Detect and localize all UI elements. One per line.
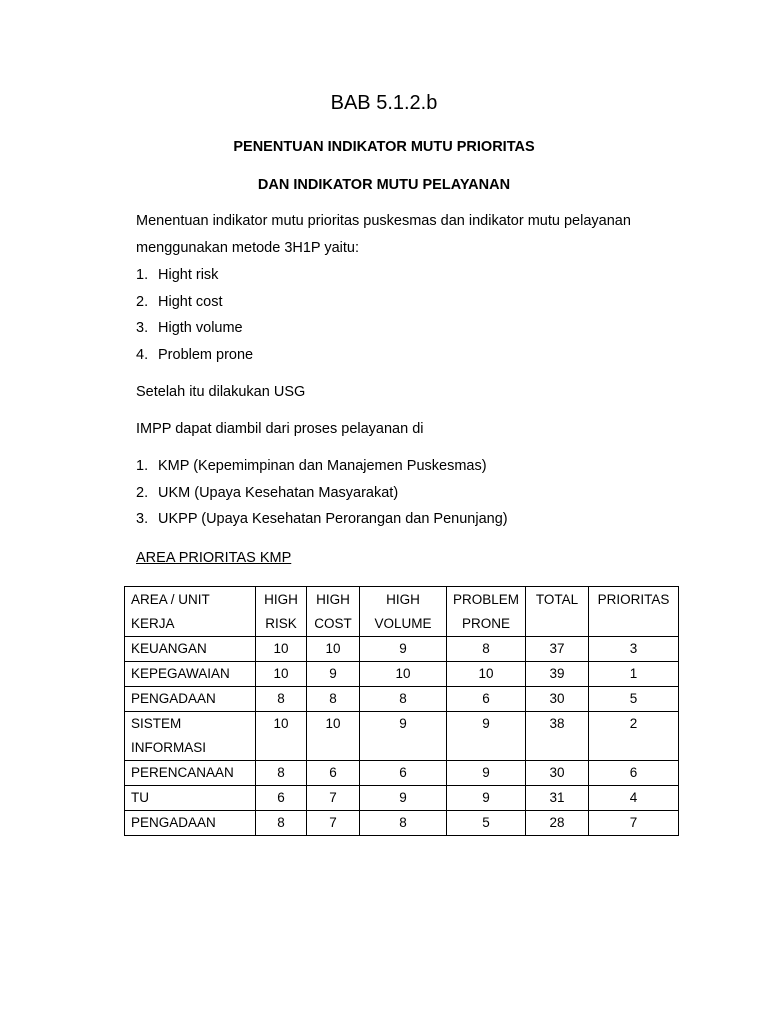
header-text: VOLUME [374, 616, 432, 631]
list-item [136, 342, 253, 369]
cell-high-volume: 8 [360, 811, 447, 836]
cell-high-volume: 10 [360, 662, 447, 687]
list-number: 2. [136, 484, 149, 501]
list-text: KMP (Kepemimpinan dan Manajemen Puskesmas) [158, 458, 487, 474]
cell-prioritas: 1 [589, 662, 679, 687]
chapter-number: BAB 5.1.2.b [330, 92, 438, 114]
table-row [125, 662, 679, 687]
header-prioritas [589, 587, 679, 637]
list-number: 3. [136, 320, 149, 337]
cell-high-risk: 8 [256, 761, 307, 786]
cell-problem-prone: 9 [447, 761, 526, 786]
cell-high-volume: 9 [360, 712, 447, 761]
cell-high-cost: 7 [307, 811, 360, 836]
intro-paragraph: Menentuan indikator mutu prioritas puskesmas dan indikator mutu pelayanan menggunakan metode 3H1P yaitu: [136, 213, 631, 256]
document-title-line2: DAN INDIKATOR MUTU PELAYANAN [257, 177, 511, 193]
cell-text: PENGADAAN [131, 815, 216, 830]
cell-high-cost: 6 [307, 761, 360, 786]
table-row [125, 687, 679, 712]
cell-high-volume: 9 [360, 786, 447, 811]
list-item [136, 289, 253, 316]
cell-total: 30 [526, 687, 589, 712]
cell-problem-prone: 5 [447, 811, 526, 836]
cell-high-cost: 10 [307, 637, 360, 662]
cell-high-cost: 10 [307, 712, 360, 761]
cell-total: 28 [526, 811, 589, 836]
table-row [125, 637, 679, 662]
cell-problem-prone: 10 [447, 662, 526, 687]
list-text: UKPP (Upaya Kesehatan Perorangan dan Penunjang) [158, 511, 508, 528]
table-row [125, 786, 679, 811]
list-item [136, 315, 253, 342]
cell-area [125, 761, 256, 786]
header-text: PROBLEM [452, 592, 520, 607]
cell-total: 39 [526, 662, 589, 687]
list-text: Higth volume [158, 320, 243, 337]
cell-high-risk: 8 [256, 687, 307, 712]
cell-text: PERENCANAAN [131, 765, 234, 780]
cell-high-volume: 9 [360, 637, 447, 662]
cell-total: 38 [526, 712, 589, 761]
header-text: TOTAL [535, 592, 579, 607]
cell-text: INFORMASI [131, 740, 207, 755]
header-problem-prone [447, 587, 526, 637]
header-text: AREA / UNIT [131, 592, 210, 607]
list-item [136, 453, 508, 480]
impp-paragraph: IMPP dapat diambil dari proses pelayanan di [136, 421, 424, 437]
document-title-line1: PENENTUAN INDIKATOR MUTU PRIORITAS [233, 139, 535, 155]
cell-high-risk: 10 [256, 662, 307, 687]
cell-total: 30 [526, 761, 589, 786]
cell-area [125, 786, 256, 811]
header-high-volume [360, 587, 447, 637]
list-number: 1. [136, 458, 149, 474]
cell-text: SISTEM [131, 716, 182, 731]
cell-prioritas: 5 [589, 687, 679, 712]
cell-text: KEUANGAN [131, 641, 207, 656]
table-row [125, 712, 679, 761]
cell-area [125, 712, 256, 761]
list-number: 3. [136, 511, 149, 528]
list-number: 2. [136, 293, 149, 310]
header-text: KERJA [131, 616, 175, 631]
cell-problem-prone: 6 [447, 687, 526, 712]
header-high-cost [307, 587, 360, 637]
header-text: HIGH [386, 592, 420, 607]
cell-area [125, 811, 256, 836]
header-area [125, 587, 256, 637]
cell-total: 31 [526, 786, 589, 811]
cell-prioritas: 3 [589, 637, 679, 662]
list-text: Hight cost [158, 293, 223, 310]
header-total [526, 587, 589, 637]
cell-total: 37 [526, 637, 589, 662]
table-row [125, 761, 679, 786]
header-text: HIGH [316, 592, 350, 607]
cell-text: PENGADAAN [131, 691, 216, 706]
cell-high-cost: 7 [307, 786, 360, 811]
cell-high-risk: 10 [256, 712, 307, 761]
cell-problem-prone: 9 [447, 786, 526, 811]
cell-problem-prone: 9 [447, 712, 526, 761]
header-text: RISK [265, 616, 297, 631]
header-high-risk [256, 587, 307, 637]
table-row [125, 811, 679, 836]
list-text: Problem prone [158, 347, 254, 364]
cell-area [125, 687, 256, 712]
cell-prioritas: 4 [589, 786, 679, 811]
service-area-list [136, 453, 508, 533]
list-number: 4. [136, 347, 149, 364]
table-header-row [125, 587, 679, 637]
cell-high-risk: 10 [256, 637, 307, 662]
cell-problem-prone: 8 [447, 637, 526, 662]
cell-prioritas: 2 [589, 712, 679, 761]
list-item [136, 506, 508, 533]
cell-high-risk: 6 [256, 786, 307, 811]
cell-prioritas: 7 [589, 811, 679, 836]
list-text: UKM (Upaya Kesehatan Masyarakat) [158, 484, 399, 501]
cell-high-risk: 8 [256, 811, 307, 836]
header-text: COST [314, 616, 352, 631]
criteria-list [136, 262, 253, 369]
list-number: 1. [136, 267, 149, 283]
list-text: Hight risk [158, 267, 219, 283]
cell-text: TU [131, 790, 149, 805]
cell-high-cost: 9 [307, 662, 360, 687]
cell-text: KEPEGAWAIAN [131, 666, 230, 681]
header-text: PRIORITAS [597, 592, 670, 607]
table-title: AREA PRIORITAS KMP [136, 550, 292, 566]
priority-table [124, 586, 679, 836]
list-item [136, 480, 508, 507]
cell-area [125, 662, 256, 687]
cell-high-volume: 8 [360, 687, 447, 712]
list-item [136, 262, 253, 289]
cell-area [125, 637, 256, 662]
cell-high-volume: 6 [360, 761, 447, 786]
cell-high-cost: 8 [307, 687, 360, 712]
header-text: HIGH [264, 592, 298, 607]
usg-paragraph: Setelah itu dilakukan USG [136, 384, 306, 400]
header-text: PRONE [461, 616, 510, 631]
cell-prioritas: 6 [589, 761, 679, 786]
